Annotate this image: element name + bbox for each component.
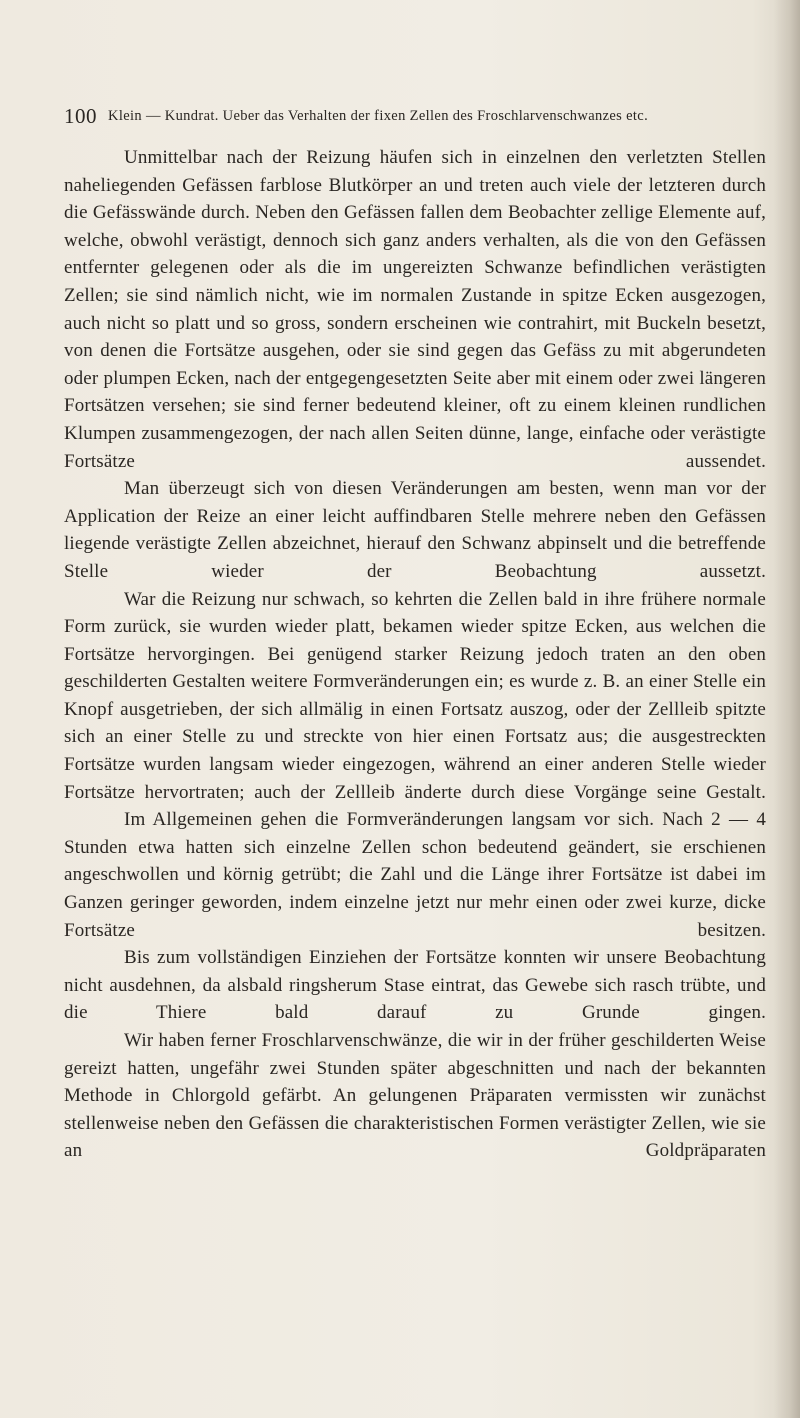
paragraph: Unmittelbar nach der Reizung häufen sich in einzelnen den verletzten Stellen naheliegenden Gefässen farblose Blutkörper an und treten auch viele der letzteren durch die Gefässwände durch. Neben den Gefässen fallen dem Beobachter zellige Elemente auf, welche, obwohl verästigt, dennoch sich ganz anders verhalten, als die von den Gefässen entfernter gelegenen oder als die im ungereizten Schwanze befindlichen verästigten Zellen; sie sind nämlich nicht, wie im normalen Zustande in spitze Ecken ausgezogen, auch nicht so platt und so gross, sondern erscheinen wie contrahirt, mit Buckeln besetzt, von denen die Fortsätze ausgehen, oder sie sind gegen das Gefäss zu mit abgerundeten oder plumpen Ecken, nach der entgegengesetzten Seite aber mit einem oder zwei längeren Fortsätzen versehen; sie sind ferner bedeutend kleiner, oft zu einem kleinen rundlichen Klumpen zusammengezogen, der nach allen Seiten dünne, lange, einfache oder verästigte Fortsätze aussendet. [64, 147, 766, 472]
running-head: Klein — Kundrat. Ueber das Verhalten der fixen Zellen des Froschlarvenschwanzes etc. [108, 108, 649, 124]
page-header [64, 103, 764, 131]
page-edge-shadow [774, 0, 800, 1418]
page-number: 100 [64, 104, 97, 128]
paragraph: War die Reizung nur schwach, so kehrten die Zellen bald in ihre frühere normale Form zurück, sie wurden wieder platt, bekamen wieder spitze Ecken, aus welchen die Fortsätze hervorgingen. Bei genügend starker Reizung jedoch traten an den oben geschilderten Gestalten weitere Formveränderungen ein; es wurde z. B. an einer Stelle ein Knopf ausgetrieben, der sich allmälig in einen Fortsatz auszog, oder der Zellleib spitzte sich an einer Stelle zu und streckte von hier einen Fortsatz aus; die ausgestreckten Fortsätze wurden langsam wieder eingezogen, während an einer anderen Stelle wieder Fortsätze hervortraten; auch der Zellleib änderte durch diese Vorgänge seine Gestalt. [64, 588, 766, 803]
body-text [64, 144, 766, 1165]
paragraph: Wir haben ferner Froschlarvenschwänze, die wir in der früher geschilderten Weise gereizt hatten, ungefähr zwei Stunden später abgeschnitten und nach der bekannten Methode in Chlorgold gefärbt. An gelungenen Präparaten vermissten wir zunächst stellenweise neben den Gefässen die charakteristischen Formen verästigter Zellen, wie sie an Goldpräparaten [64, 1030, 766, 1162]
paragraph: Im Allgemeinen gehen die Formveränderungen langsam vor sich. Nach 2 — 4 Stunden etwa hatten sich einzelne Zellen schon bedeutend geändert, sie erschienen angeschwollen und körnig getrübt; die Zahl und die Länge ihrer Fortsätze ist dabei im Ganzen geringer geworden, indem einzelne jetzt nur mehr einen oder zwei kurze, dicke Fortsätze besitzen. [64, 809, 766, 941]
paragraph: Bis zum vollständigen Einziehen der Fortsätze konnten wir unsere Beobachtung nicht ausdehnen, da alsbald ringsherum Stase eintrat, das Gewebe sich rasch trübte, und die Thiere bald darauf zu Grunde gingen. [64, 947, 766, 1024]
paragraph: Man überzeugt sich von diesen Veränderungen am besten, wenn man vor der Application der Reize an einer leicht auffindbaren Stelle mehrere neben den Gefässen liegende verästigte Zellen abzeichnet, hierauf den Schwanz abpinselt und die betreffende Stelle wieder der Beobachtung aussetzt. [64, 478, 766, 582]
